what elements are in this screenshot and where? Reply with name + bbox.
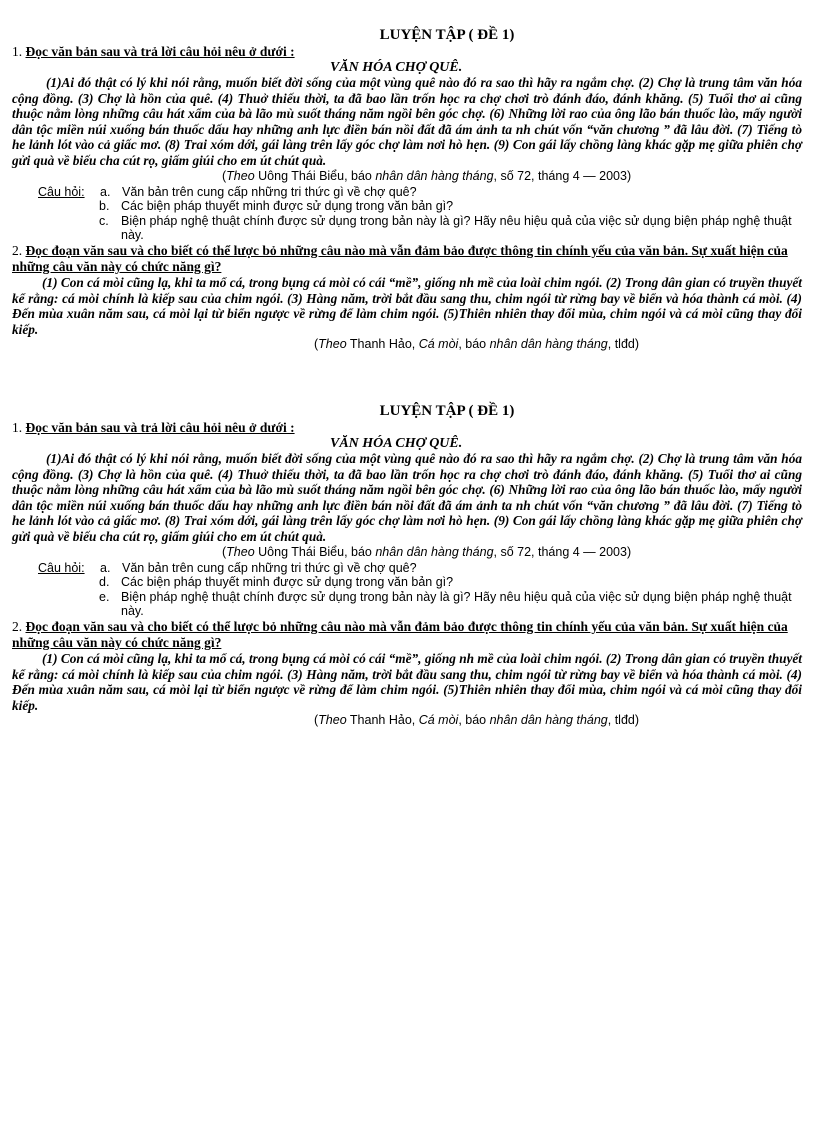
question-2-text: Đọc đoạn văn sau và cho biết có thể lược bỏ những câu nào mà vẫn đảm bảo được thông tin chính yếu của văn bản. Sự xuất hiện của những câu văn này có chức năng gì? <box>12 242 788 274</box>
source-issue: , tlđd) <box>607 337 640 352</box>
source-issue: , số 72, tháng 4 — 2003) <box>493 168 632 183</box>
source-title: Cá mòi <box>418 337 459 352</box>
passage-2-text: (1) Con cá mòi cũng lạ, khi ta mổ cá, trong bụng cá mòi có cái “mề”, giống nh mề của loài chim ngói. (2) Trong dân gian có truyền thuyết kể rằng: cá mòi chính là kiếp sau của chim ngói. (3) Hàng năm, trời bắt đầu sang thu, chim ngói từ rừng bay về biển và hóa thành cá mòi. (4) Đến mùa xuân năm sau, cá mòi lại từ biển ngược về rừng để làm chim ngói. (5)Thiên nhiên thay đổi mùa, chim ngói và cá mòi cũng thay đổi kiếp. <box>12 274 802 337</box>
source-theo: Theo <box>226 168 255 183</box>
source-publication: nhân dân hàng tháng <box>375 168 494 183</box>
question-1-number: 1. <box>12 44 23 59</box>
source-author: Thanh Hảo, <box>346 713 419 728</box>
question-1-heading <box>12 44 802 60</box>
question-2-number: 2. <box>12 618 23 634</box>
source-title: Cá mòi <box>418 713 459 728</box>
question-item <box>12 199 802 214</box>
question-letter: a. <box>100 560 111 575</box>
question-item <box>12 214 802 243</box>
source-separator: , báo <box>458 337 490 352</box>
question-2-heading <box>12 243 802 275</box>
question-text: Văn bản trên cung cấp những tri thức gì về chợ quê? <box>122 184 417 199</box>
question-text: Biện pháp nghệ thuật chính được sử dụng trong bản này là gì? Hãy nêu hiệu quả của việc sử dụng biện pháp nghệ thuật này. <box>121 589 792 619</box>
question-letter: e. <box>99 589 110 604</box>
exercise-block-2 <box>12 403 802 728</box>
passage-1-text: (1)Ai đó thật có lý khi nói rằng, muốn biết đời sống của một vùng quê nào đó ra sao thì hãy ra ngắm chợ. (2) Chợ là trung tâm văn hóa cộng đồng. (3) Chợ là hồn của quê. (4) Thuở thiếu thời, ta đã bao lần trốn học ra chợ chơi trò đánh đáo, đánh khăng. (5) Tuổi thơ ai cũng thuộc nằm lòng những câu hát xẩm của bà lão mù suốt tháng năm ngồi bên góc chợ. (6) Những lời rao của ông lão bán thuốc lào, mấy người dân tộc miền núi xuống bán thuốc dấu hay những anh lực điền bán nồi đất đã ám ảnh ta nh chút vốn “văn chương ” đã lâu đời. (7) Tiếng tò he lảnh lót vào cả giấc mơ. (8) Trai xóm dới, gái làng trên lấy góc chợ làm nơi hò hẹn. (9) Con gái lấy chồng làng khác gặp mẹ giữa phiên chợ gửi quà về biếu cha cút rọ, giấm giúi cho em út chút quà. <box>12 451 802 544</box>
question-list <box>12 561 802 619</box>
question-letter: c. <box>99 213 109 228</box>
passage-2-source <box>12 713 802 728</box>
source-publication: nhân dân hàng tháng <box>489 337 608 352</box>
question-2-heading <box>12 619 802 651</box>
question-letter: d. <box>99 575 110 590</box>
source-author: Uông Thái Biểu, báo <box>254 544 376 559</box>
source-publication: nhân dân hàng tháng <box>489 713 608 728</box>
question-text: Các biện pháp thuyết minh được sử dụng trong văn bản gì? <box>121 575 454 590</box>
source-open: ( <box>314 713 319 728</box>
source-theo: Theo <box>318 713 347 728</box>
question-text: Các biện pháp thuyết minh được sử dụng trong văn bản gì? <box>121 199 454 214</box>
passage-1 <box>12 75 802 169</box>
source-theo: Theo <box>318 337 347 352</box>
question-1-number: 1. <box>12 420 23 435</box>
exercise-title: LUYỆN TẬP ( ĐỀ 1) <box>379 403 515 419</box>
passage-1 <box>12 451 802 545</box>
passage-2-source <box>12 337 802 352</box>
exercise-title: LUYỆN TẬP ( ĐỀ 1) <box>379 27 515 43</box>
source-publication: nhân dân hàng tháng <box>375 544 494 559</box>
source-issue: , tlđd) <box>607 713 640 728</box>
question-2-text: Đọc đoạn văn sau và cho biết có thể lược bỏ những câu nào mà vẫn đảm bảo được thông tin chính yếu của văn bản. Sự xuất hiện của những câu văn này có chức năng gì? <box>12 618 788 650</box>
passage-2-text: (1) Con cá mòi cũng lạ, khi ta mổ cá, trong bụng cá mòi có cái “mề”, giống nh mề của loài chim ngói. (2) Trong dân gian có truyền thuyết kể rằng: cá mòi chính là kiếp sau của chim ngói. (3) Hàng năm, trời bắt đầu sang thu, chim ngói từ rừng bay về biển và hóa thành cá mòi. (4) Đến mùa xuân năm sau, cá mòi lại từ biển ngược về rừng để làm chim ngói. (5)Thiên nhiên thay đổi mùa, chim ngói và cá mòi cũng thay đổi kiếp. <box>12 650 802 713</box>
question-item <box>12 185 802 200</box>
question-item <box>12 575 802 590</box>
source-open: ( <box>222 168 227 183</box>
passage-1-source <box>12 169 802 184</box>
question-text: Biện pháp nghệ thuật chính được sử dụng trong bản này là gì? Hãy nêu hiệu quả của việc sử dụng biện pháp nghệ thuật này. <box>121 213 792 243</box>
passage-title: VĂN HÓA CHỢ QUÊ. <box>330 60 463 75</box>
source-open: ( <box>222 544 227 559</box>
passage-title: VĂN HÓA CHỢ QUÊ. <box>330 436 463 451</box>
question-letter: a. <box>100 184 111 199</box>
question-item <box>12 561 802 576</box>
question-text: Văn bản trên cung cấp những tri thức gì về chợ quê? <box>122 560 417 575</box>
source-author: Uông Thái Biểu, báo <box>254 168 376 183</box>
question-1-heading <box>12 420 802 436</box>
questions-label: Câu hỏi: <box>38 560 85 575</box>
source-issue: , số 72, tháng 4 — 2003) <box>493 544 632 559</box>
exercise-block-1 <box>12 27 802 352</box>
question-1-text: Đọc văn bản sau và trả lời câu hỏi nêu ở dưới : <box>25 44 295 59</box>
source-theo: Theo <box>226 544 255 559</box>
passage-2 <box>12 651 802 713</box>
question-2-number: 2. <box>12 242 23 258</box>
question-letter: b. <box>99 199 110 214</box>
source-author: Thanh Hảo, <box>346 337 419 352</box>
passage-2 <box>12 275 802 337</box>
passage-1-source <box>12 545 802 560</box>
passage-1-text: (1)Ai đó thật có lý khi nói rằng, muốn biết đời sống của một vùng quê nào đó ra sao thì hãy ra ngắm chợ. (2) Chợ là trung tâm văn hóa cộng đồng. (3) Chợ là hồn của quê. (4) Thuở thiếu thời, ta đã bao lần trốn học ra chợ chơi trò đánh đáo, đánh khăng. (5) Tuổi thơ ai cũng thuộc nằm lòng những câu hát xẩm của bà lão mù suốt tháng năm ngồi bên góc chợ. (6) Những lời rao của ông lão bán thuốc lào, mấy người dân tộc miền núi xuống bán thuốc dấu hay những anh lực điền bán nồi đất đã ám ảnh ta nh chút vốn “văn chương ” đã lâu đời. (7) Tiếng tò he lảnh lót vào cả giấc mơ. (8) Trai xóm dới, gái làng trên lấy góc chợ làm nơi hò hẹn. (9) Con gái lấy chồng làng khác gặp mẹ giữa phiên chợ gửi quà về biếu cha cút rọ, giấm giúi cho em út chút quà. <box>12 75 802 168</box>
source-open: ( <box>314 337 319 352</box>
question-1-text: Đọc văn bản sau và trả lời câu hỏi nêu ở dưới : <box>25 420 295 435</box>
questions-label: Câu hỏi: <box>38 184 85 199</box>
question-item <box>12 590 802 619</box>
question-list <box>12 185 802 243</box>
source-separator: , báo <box>458 713 490 728</box>
